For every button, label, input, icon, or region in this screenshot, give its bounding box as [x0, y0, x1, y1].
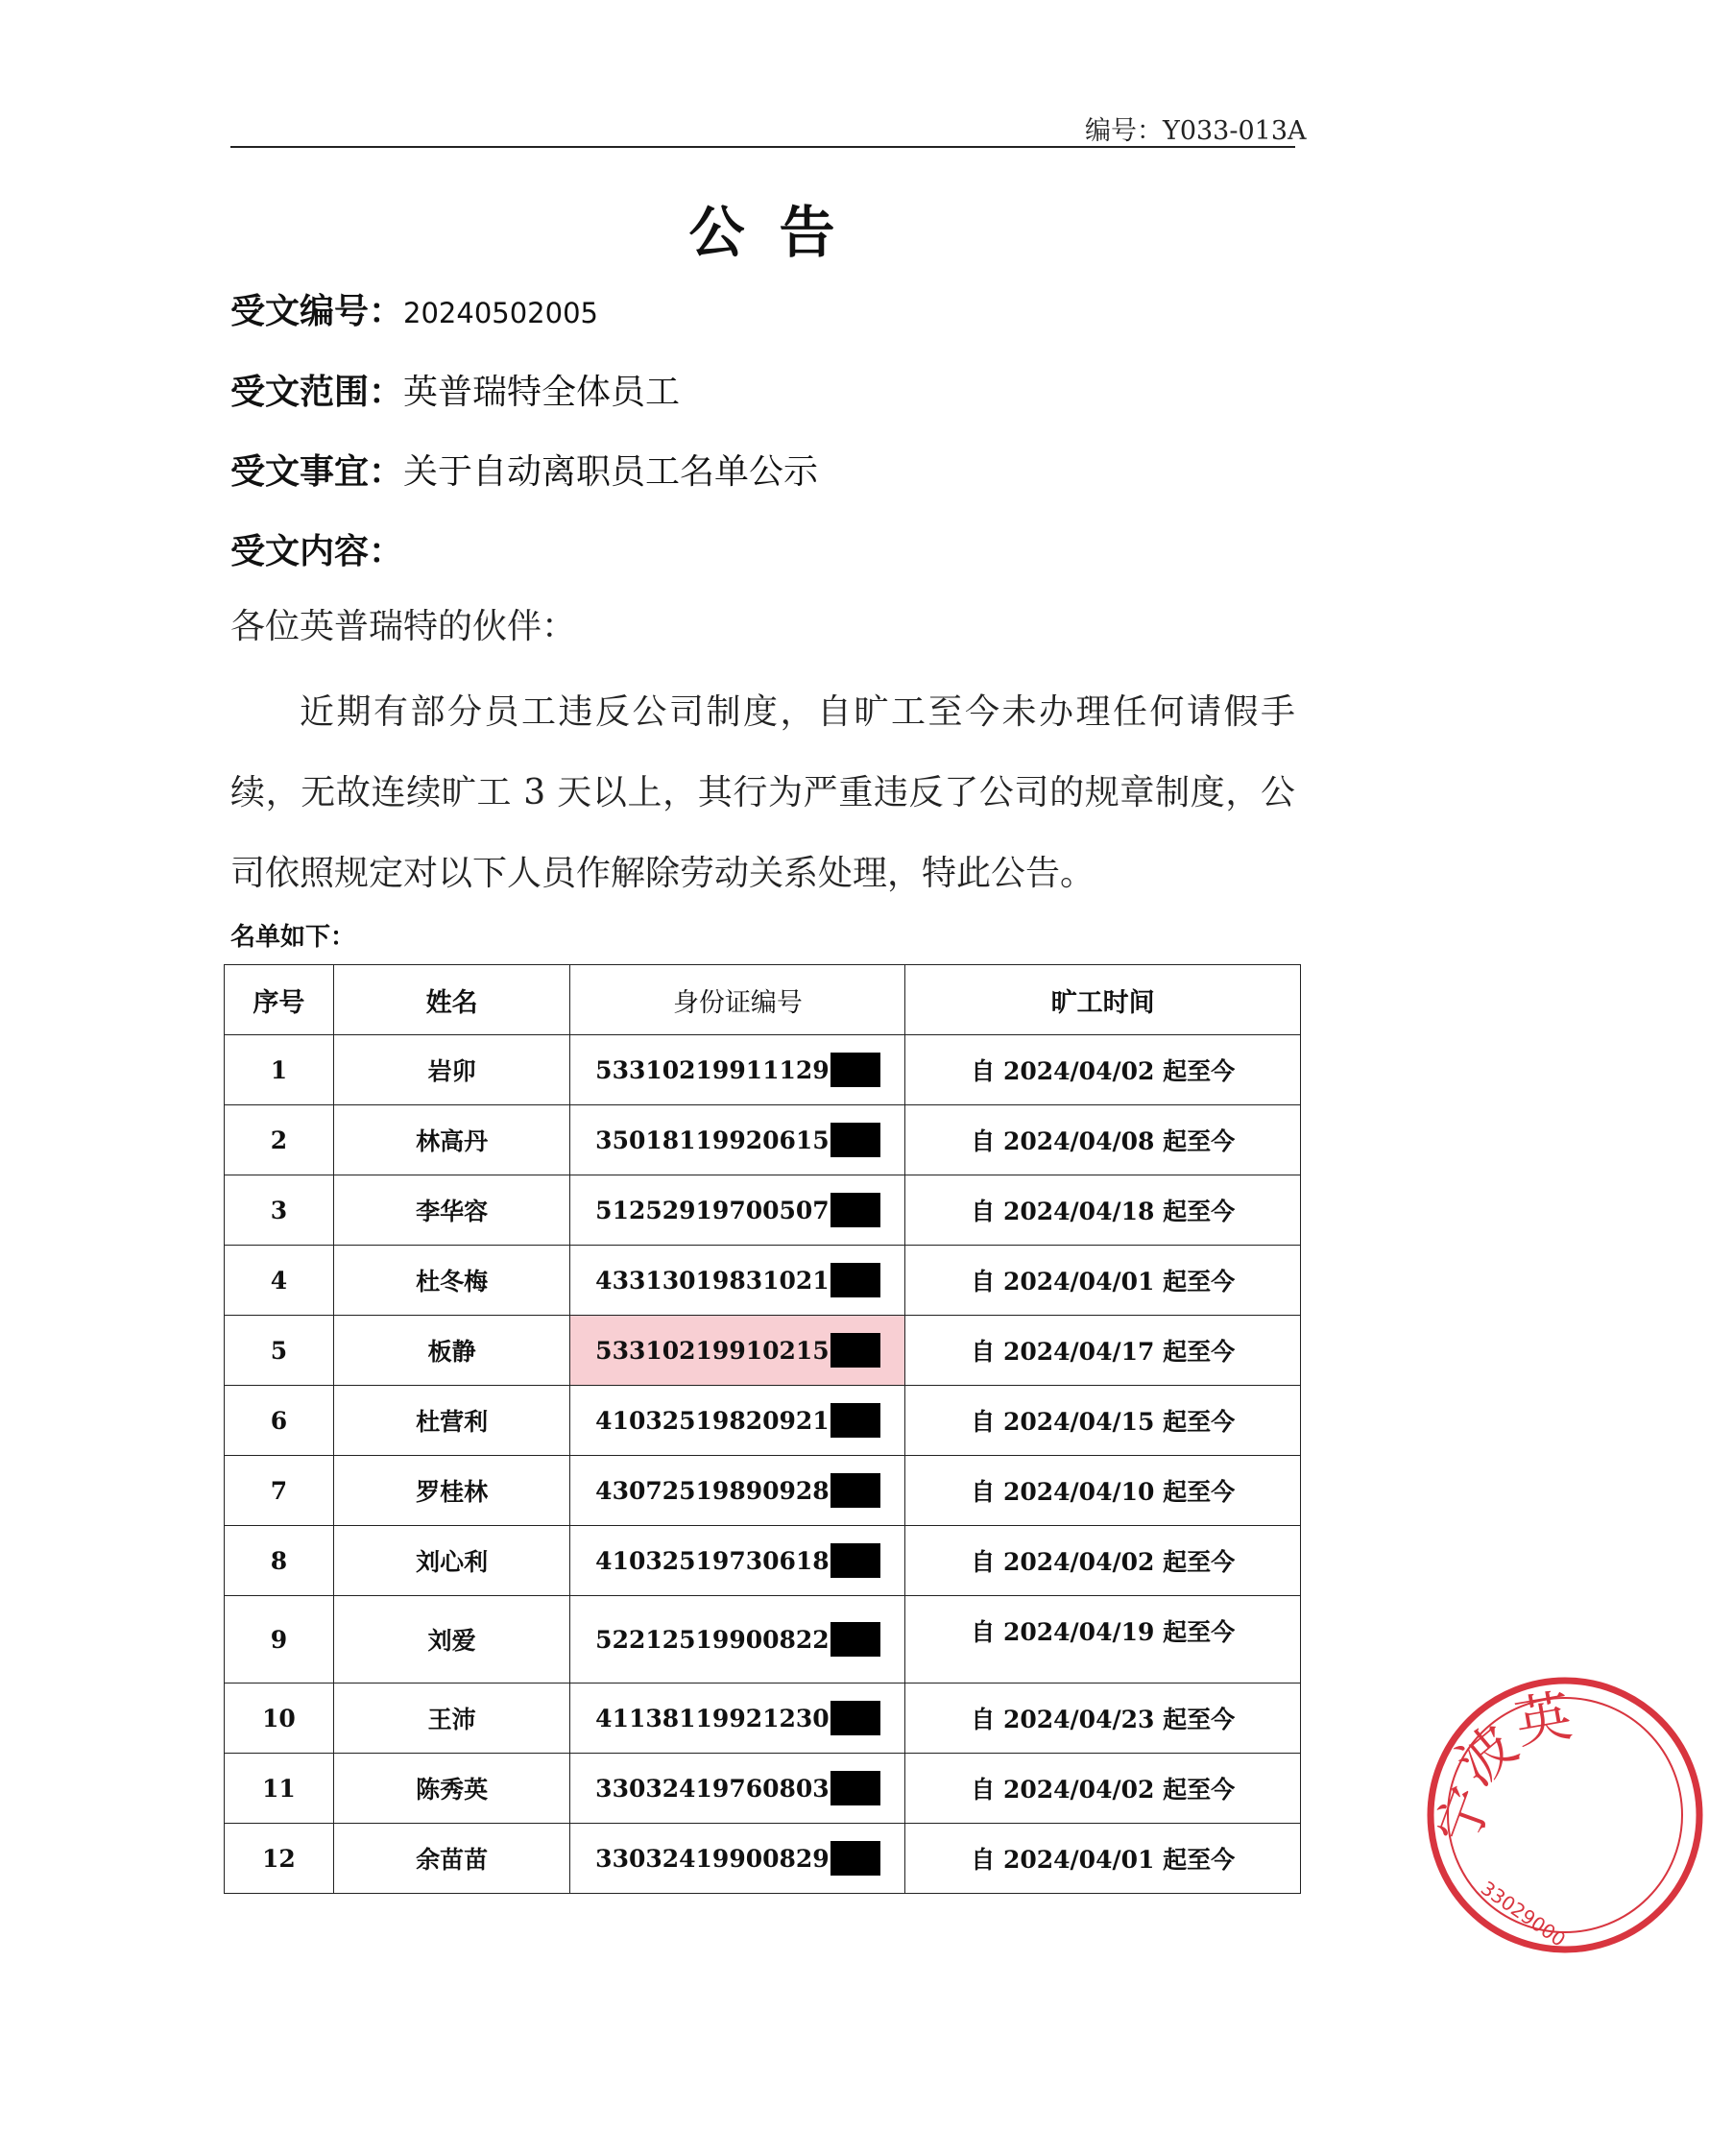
cell-absence-date: 自 2024/04/17 起至今 [905, 1316, 1301, 1386]
cell-id [570, 1386, 905, 1456]
cell-id [570, 1526, 905, 1596]
cell-no: 4 [225, 1246, 334, 1316]
redaction-block [830, 1622, 880, 1657]
cell-no: 5 [225, 1316, 334, 1386]
cell-absence-date: 自 2024/04/01 起至今 [905, 1824, 1301, 1894]
table-row [225, 1456, 1301, 1526]
cell-name: 李华容 [333, 1175, 570, 1246]
cell-no: 3 [225, 1175, 334, 1246]
header-name: 姓名 [333, 965, 570, 1035]
table-row [225, 1316, 1301, 1386]
table-row [225, 1596, 1301, 1684]
table-row [225, 1824, 1301, 1894]
header-id: 身份证编号 [570, 965, 905, 1035]
cell-name: 罗桂林 [333, 1456, 570, 1526]
id-number: 41138119921230 [595, 1704, 830, 1732]
cell-absence-date: 自 2024/04/23 起至今 [905, 1684, 1301, 1754]
cell-no: 11 [225, 1754, 334, 1824]
id-number: 33032419900829 [595, 1844, 830, 1873]
cell-id [570, 1105, 905, 1175]
redaction-block [830, 1841, 880, 1876]
redaction-block [830, 1193, 880, 1227]
cell-absence-date: 自 2024/04/15 起至今 [905, 1386, 1301, 1456]
cell-absence-date: 自 2024/04/18 起至今 [905, 1175, 1301, 1246]
cell-absence-date: 自 2024/04/02 起至今 [905, 1754, 1301, 1824]
redaction-block [830, 1543, 880, 1578]
table-row [225, 1754, 1301, 1824]
cell-absence-date: 自 2024/04/02 起至今 [905, 1035, 1301, 1105]
list-heading: 名单如下： [230, 923, 356, 952]
id-number: 35018119920615 [595, 1126, 830, 1154]
seal-char: 波 [1444, 1712, 1530, 1799]
cell-name: 林高丹 [333, 1105, 570, 1175]
meta-value: 英普瑞特全体员工 [403, 373, 681, 412]
redaction-block [830, 1701, 880, 1735]
dismissal-table [224, 964, 1301, 1894]
meta-value: 关于自动离职员工名单公示 [403, 452, 819, 492]
id-number: 53310219910215 [595, 1336, 830, 1365]
cell-absence-date: 自 2024/04/01 起至今 [905, 1246, 1301, 1316]
meta-value: 20240502005 [403, 297, 598, 329]
id-number: 53310219911129 [595, 1055, 830, 1084]
cell-no: 10 [225, 1684, 334, 1754]
cell-name: 陈秀英 [333, 1754, 570, 1824]
meta-label: 受文事宜： [230, 451, 404, 492]
meta-label: 受文编号： [230, 291, 404, 331]
meta-line-content [230, 524, 403, 573]
greeting: 各位英普瑞特的伙伴： [230, 607, 577, 646]
header-rule [230, 146, 1295, 148]
header-no: 序号 [225, 965, 334, 1035]
cell-id [570, 1456, 905, 1526]
id-number: 41032519730618 [595, 1546, 830, 1575]
table-row [225, 1035, 1301, 1105]
cell-name: 板静 [333, 1316, 570, 1386]
id-number: 41032519820921 [595, 1406, 830, 1435]
cell-name: 杜冬梅 [333, 1246, 570, 1316]
cell-no: 9 [225, 1596, 334, 1684]
cell-no: 12 [225, 1824, 334, 1894]
table-row [225, 1175, 1301, 1246]
cell-id [570, 1684, 905, 1754]
meta-label: 受文范围： [230, 372, 404, 412]
redaction-block [830, 1053, 880, 1087]
seal-char: 英 [1510, 1683, 1577, 1757]
redaction-block [830, 1403, 880, 1438]
cell-absence-date: 自 2024/04/10 起至今 [905, 1456, 1301, 1526]
cell-absence-date: 自 2024/04/08 起至今 [905, 1105, 1301, 1175]
id-number: 51252919700507 [595, 1196, 830, 1224]
cell-name: 刘爱 [333, 1596, 570, 1684]
table-header-row [225, 965, 1301, 1035]
body-paragraph: 近期有部分员工违反公司制度，自旷工至今未办理任何请假手续，无故连续旷工 3 天以上，其行为严重违反了公司的规章制度，公司依照规定对以下人员作解除劳动关系处理，特此公告。 [230, 692, 1295, 893]
cell-no: 1 [225, 1035, 334, 1105]
id-number: 33032419760803 [595, 1774, 830, 1803]
id-number: 43313019831021 [595, 1266, 830, 1295]
cell-id [570, 1035, 905, 1105]
redaction-block [830, 1263, 880, 1297]
document-number: 编号：Y033-013A [1085, 116, 1307, 146]
seal-char: 宁 [1424, 1778, 1504, 1853]
cell-no: 8 [225, 1526, 334, 1596]
redaction-block [830, 1473, 880, 1508]
header-date: 旷工时间 [905, 965, 1301, 1035]
cell-no: 2 [225, 1105, 334, 1175]
cell-absence-date: 自 2024/04/02 起至今 [905, 1526, 1301, 1596]
cell-id [570, 1596, 905, 1684]
cell-id [570, 1754, 905, 1824]
cell-no: 6 [225, 1386, 334, 1456]
meta-line-subject [230, 445, 818, 494]
meta-label: 受文内容： [230, 531, 404, 571]
table-row [225, 1386, 1301, 1456]
redaction-block [830, 1333, 880, 1368]
cell-id [570, 1316, 905, 1386]
page-title: 公告 [688, 200, 870, 265]
cell-name: 刘心利 [333, 1526, 570, 1596]
cell-name: 岩卯 [333, 1035, 570, 1105]
table-row [225, 1105, 1301, 1175]
cell-id [570, 1824, 905, 1894]
meta-line-scope [230, 365, 680, 414]
company-seal [1421, 1671, 1709, 1959]
cell-name: 杜营利 [333, 1386, 570, 1456]
table-row [225, 1684, 1301, 1754]
redaction-block [830, 1771, 880, 1805]
table-row [225, 1246, 1301, 1316]
cell-name: 余苗苗 [333, 1824, 570, 1894]
id-number: 43072519890928 [595, 1476, 830, 1505]
cell-absence-date: 自 2024/04/19 起至今 [905, 1596, 1301, 1684]
meta-line-doc-no [230, 284, 598, 333]
cell-id [570, 1246, 905, 1316]
id-number: 52212519900822 [595, 1625, 830, 1654]
cell-name: 王沛 [333, 1684, 570, 1754]
cell-no: 7 [225, 1456, 334, 1526]
redaction-block [830, 1123, 880, 1157]
cell-id [570, 1175, 905, 1246]
table-row [225, 1526, 1301, 1596]
seal-number: 33029000 [1476, 1876, 1571, 1951]
